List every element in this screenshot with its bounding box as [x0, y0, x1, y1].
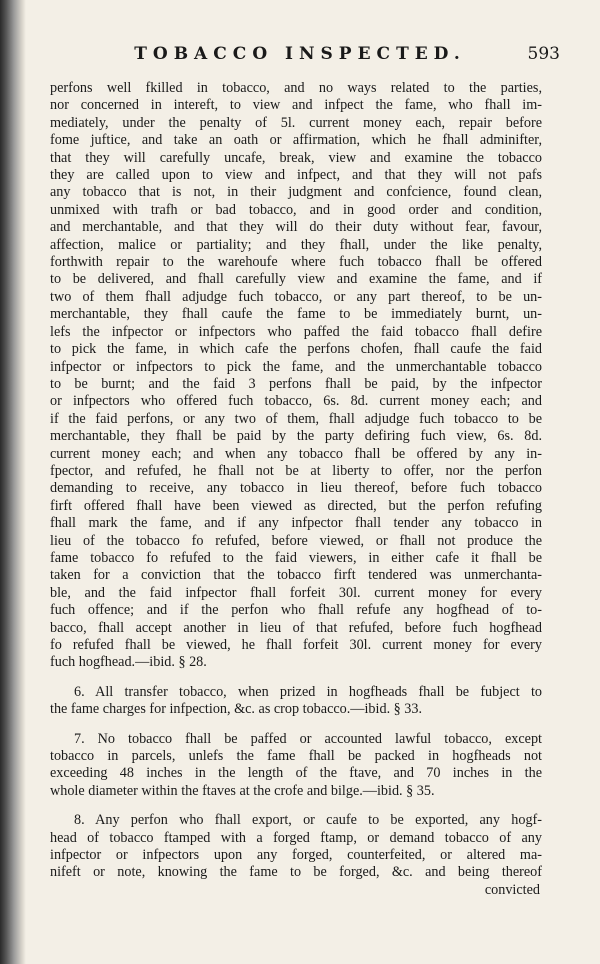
- running-header: [60, 44, 560, 74]
- text-line: current money each; and when any tobacco fhall be offered by any in-: [50, 445, 542, 462]
- paragraph: [50, 684, 542, 719]
- paragraph: [50, 80, 542, 672]
- text-line: fame tobacco fo refufed to the faid viewers, in either cafe it fhall be: [50, 549, 542, 566]
- text-line: fhall mark the fame, and if any infpector fhall tender any tobacco in: [50, 515, 542, 532]
- text-line: exceeding 48 inches in the length of the ftave, and 70 inches in the: [50, 765, 542, 782]
- text-line: unmixed with trafh or bad tobacco, and in good order and condition,: [50, 201, 542, 218]
- text-line: if the faid perfons, or any two of them, fhall adjudge fuch tobacco to be: [50, 410, 542, 427]
- text-line: fome juftice, and take an oath or affirmation, which he fhall adminifter,: [50, 132, 542, 149]
- text-line: head of tobacco ftamped with a forged ftamp, or demand tobacco of any: [50, 829, 542, 846]
- text-line: forthwith repair to the warehoufe where fuch tobacco fhall be offered: [50, 254, 542, 271]
- text-line: whole diameter within the ftaves at the crofe and bilge.—ibid. § 35.: [50, 782, 435, 799]
- text-line: lieu of the tobacco fo refufed, before viewed, or fhall not produce the: [50, 532, 542, 549]
- text-line: infpector or infpectors upon any forged, counterfeited, or altered ma-: [50, 847, 542, 864]
- text-line: affection, malice or partiality; and they fhall, under the like penalty,: [50, 236, 542, 253]
- text-line: demanding to receive, any tobacco in lieu thereof, before fuch tobacco: [50, 480, 542, 497]
- book-gutter-shadow: [0, 0, 26, 964]
- text-line: to be burnt; and the faid 3 perfons fhall be paid, by the infpector: [50, 375, 542, 392]
- text-line: mediately, under the penalty of 5l. current money each, repair before: [50, 114, 542, 131]
- text-line: ble, and the faid infpector fhall forfeit 30l. current money for every: [50, 584, 542, 601]
- text-line: fuch hogfhead.—ibid. § 28.: [50, 654, 207, 671]
- text-line: and merchantable, and that they will do their duty without fear, favour,: [50, 219, 542, 236]
- page-number: 593: [527, 44, 560, 64]
- text-line: or infpectors who offered fuch tobacco, 6s. 8d. current money each; and: [50, 393, 542, 410]
- text-line: two of them fhall adjudge fuch tobacco, or any part thereof, to be un-: [50, 288, 542, 305]
- text-line: 6. All transfer tobacco, when prized in hogfheads fhall be fubject to: [74, 683, 542, 700]
- text-line: firft offered fhall have been viewed as directed, but the perfon refufing: [50, 497, 542, 514]
- text-line: fuch offence; and if the perfon who fhall refufe any hogfhead of to-: [50, 602, 542, 619]
- text-line: 7. No tobacco fhall be paffed or accounted lawful tobacco, except: [74, 730, 542, 747]
- text-line: fo refufed fhall be viewed, he fhall forfeit 30l. current money for every: [50, 637, 542, 653]
- text-line: merchantable, they fhall caufe the fame to be immediately burnt, un-: [50, 306, 542, 323]
- paragraph: [50, 812, 542, 882]
- paragraph: [50, 731, 542, 801]
- text-line: to be delivered, and fhall carefully view and examine the fame, and if: [50, 271, 542, 288]
- text-line: that they will carefully uncafe, break, view and examine the tobacco: [50, 149, 542, 166]
- text-line: any tobacco that is not, in their judgment and confcience, found clean,: [50, 184, 542, 201]
- text-line: merchantable, they fhall be paid by the party defiring fuch view, 6s. 8d.: [50, 428, 542, 445]
- catchword: convicted: [484, 881, 540, 898]
- text-line: they are called upon to view and infpect, and that they will not pafs: [50, 167, 542, 184]
- text-line: fpector, and refufed, he fhall not be at liberty to offer, nor the perfon: [50, 462, 542, 479]
- text-line: bacco, fhall accept another in lieu of that refufed, before fuch hogfhead: [50, 619, 542, 636]
- text-line: lefs the infpector or infpectors who paffed the faid tobacco fhall defire: [50, 323, 542, 340]
- text-line: the fame charges for infpection, &c. as crop tobacco.—ibid. § 33.: [50, 701, 423, 718]
- text-line: infpector or infpectors to pick the fame, and the unmerchantable tobacco: [50, 358, 542, 375]
- text-line: perfons well fkilled in tobacco, and no ways related to the parties,: [50, 80, 542, 96]
- text-line: to pick the fame, in which cafe the perfons chofen, fhall caufe the faid: [50, 341, 542, 358]
- text-line: 8. Any perfon who fhall export, or caufe to be exported, any hogf-: [74, 812, 542, 829]
- text-line: nor concerned in intereft, to view and infpect the fame, who fhall im-: [50, 97, 542, 114]
- text-line: taken for a conviction that the tobacco firft tendered was unmerchanta-: [50, 567, 542, 584]
- text-line: tobacco in parcels, unlefs the fame fhall be packed in hogfheads not: [50, 748, 542, 765]
- body-text: [50, 80, 542, 899]
- running-title: TOBACCO INSPECTED.: [134, 44, 466, 64]
- text-line: nifeft or note, knowing the fame to be forged, &c. and being thereof: [50, 864, 542, 881]
